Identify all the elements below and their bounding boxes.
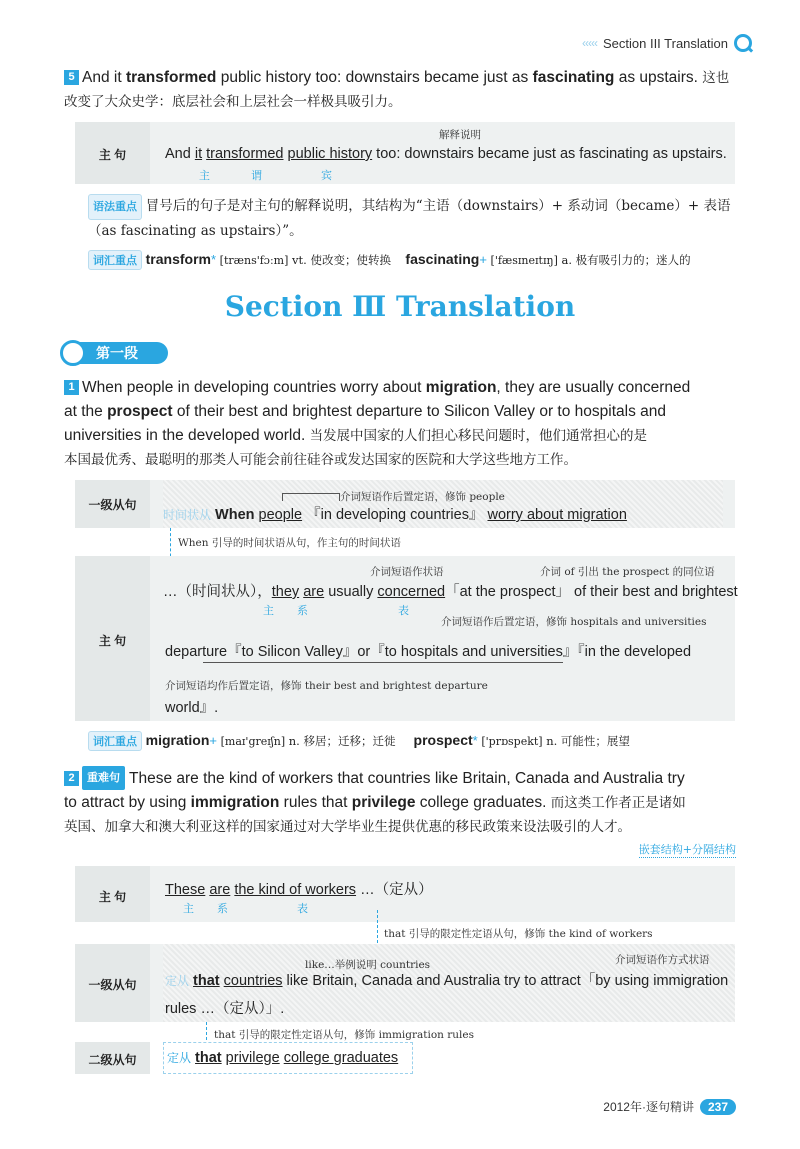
footer <box>603 1098 736 1115</box>
item1-subclause-box: 一级从句 介词短语作后置定语，修饰 people 时间状从 When people 『in developing countries』 worry about migration <box>75 480 735 528</box>
footer-book: 2012年·逐句精讲 <box>603 1100 694 1114</box>
item5-translation: 这也改变了大众史学：底层社会和上层社会一样极具吸引力。 <box>64 70 730 110</box>
item1-sentence: 1 When people in developing countries worry about migration, they are usually concerned at the prospect of their best and brightest departure to Silicon Valley or to hospitals and universities in the developed world. 当发展中国家的人们担心移民问题时，他们通常担心的是 本国最优秀、最聪明的那类人可能会前往硅谷或发达国家的医院和大学这些地方工作。 <box>64 379 691 468</box>
q-circle-icon <box>60 340 86 366</box>
paragraph-heading <box>60 340 168 366</box>
item2-main-box: 主 句 These are the kind of workers …（定从） 主 系 表 <box>75 866 735 922</box>
structure-hint: 嵌套结构+分隔结构 <box>638 843 736 856</box>
running-header <box>582 34 752 52</box>
explain-note: 解释说明 <box>439 129 481 141</box>
item2-subclause2-box: 二级从句 定从 that privilege college graduates <box>75 1042 415 1074</box>
paragraph-tag: 第一段 <box>74 342 168 364</box>
main-clause-label: 主 句 <box>98 148 127 162</box>
vocab-tag: 词汇重点 <box>88 250 142 270</box>
grammar-tag: 语法重点 <box>88 194 142 220</box>
item-number: 2 <box>64 771 79 786</box>
item2-subclause1-box: 一级从句 like…举例说明 countries 介词短语作方式状语 定从 that countries like Britain, Canada and Australia try to attract「by using immigration rules …（定从）」. <box>75 944 735 1022</box>
vocab-point: 词汇重点 transform* [træns'fɔːm] vt. 使改变；使转换 fascinating+ ['fæsɪneɪtɪŋ] a. 极有吸引力的；迷人的 <box>88 250 748 270</box>
magnifier-q-icon <box>734 34 752 52</box>
page-number: 237 <box>700 1099 736 1115</box>
header-title: Section III Translation <box>602 35 728 51</box>
item5-parsed-sentence: And it transformed public history too: downstairs became just as fascinating as upstairs. <box>165 146 727 162</box>
item-number: 1 <box>64 380 79 395</box>
link-note: When 引导的时间状语从句，作主句的时间状语 <box>178 537 401 549</box>
item5-analysis-box: 主 句 解释说明 And it transformed public history too: downstairs became just as fascinating as upstairs. 主 谓 宾 <box>75 122 735 184</box>
item5-sentence: 5 And it transformed public history too: downstairs became just as fascinating as upstairs. 这也改变了大众史学：底层社会和上层社会一样极具吸引力。 <box>64 69 730 110</box>
item2-sentence: 2 重难句 These are the kind of workers that countries like Britain, Canada and Australia try to attract by using immigration rules that privilege college graduates. 而这类工作者正是诸如 英国、加拿大和澳大利亚这样的国家通过对大学毕业生提供优惠的移民政策来设法吸引的人才。 <box>64 766 736 839</box>
section-title: Section Ⅲ Translation <box>224 290 576 323</box>
item1-vocab: 词汇重点 migration+ [maɪ'greɪʃn] n. 移居；迁移；迁徙 prospect* ['prɒspekt] n. 可能性；展望 <box>88 731 748 751</box>
item1-main-box: 主 句 介词短语作状语 介词 of 引出 the prospect 的同位语 …（时间状从），they are usually concerned「at the prospect」 of their best and brightest 主 系 表 介词短语作后置定语，修饰 hospitals and universities departure『to Silicon Valley』or『to hospitals and universities』『in the developed 介词短语均作后置定语，修饰 their best and brightest departure world』. <box>75 556 735 721</box>
item-number: 5 <box>64 70 79 85</box>
difficult-flag: 重难句 <box>82 766 125 790</box>
grammar-point: 语法重点 冒号后的句子是对主句的解释说明，其结构为“主语（downstairs）+ 系动词（became）+ 表语（as fascinating as upstairs）”。 <box>88 194 738 242</box>
chevrons-icon: ‹‹‹‹‹ <box>582 36 597 50</box>
